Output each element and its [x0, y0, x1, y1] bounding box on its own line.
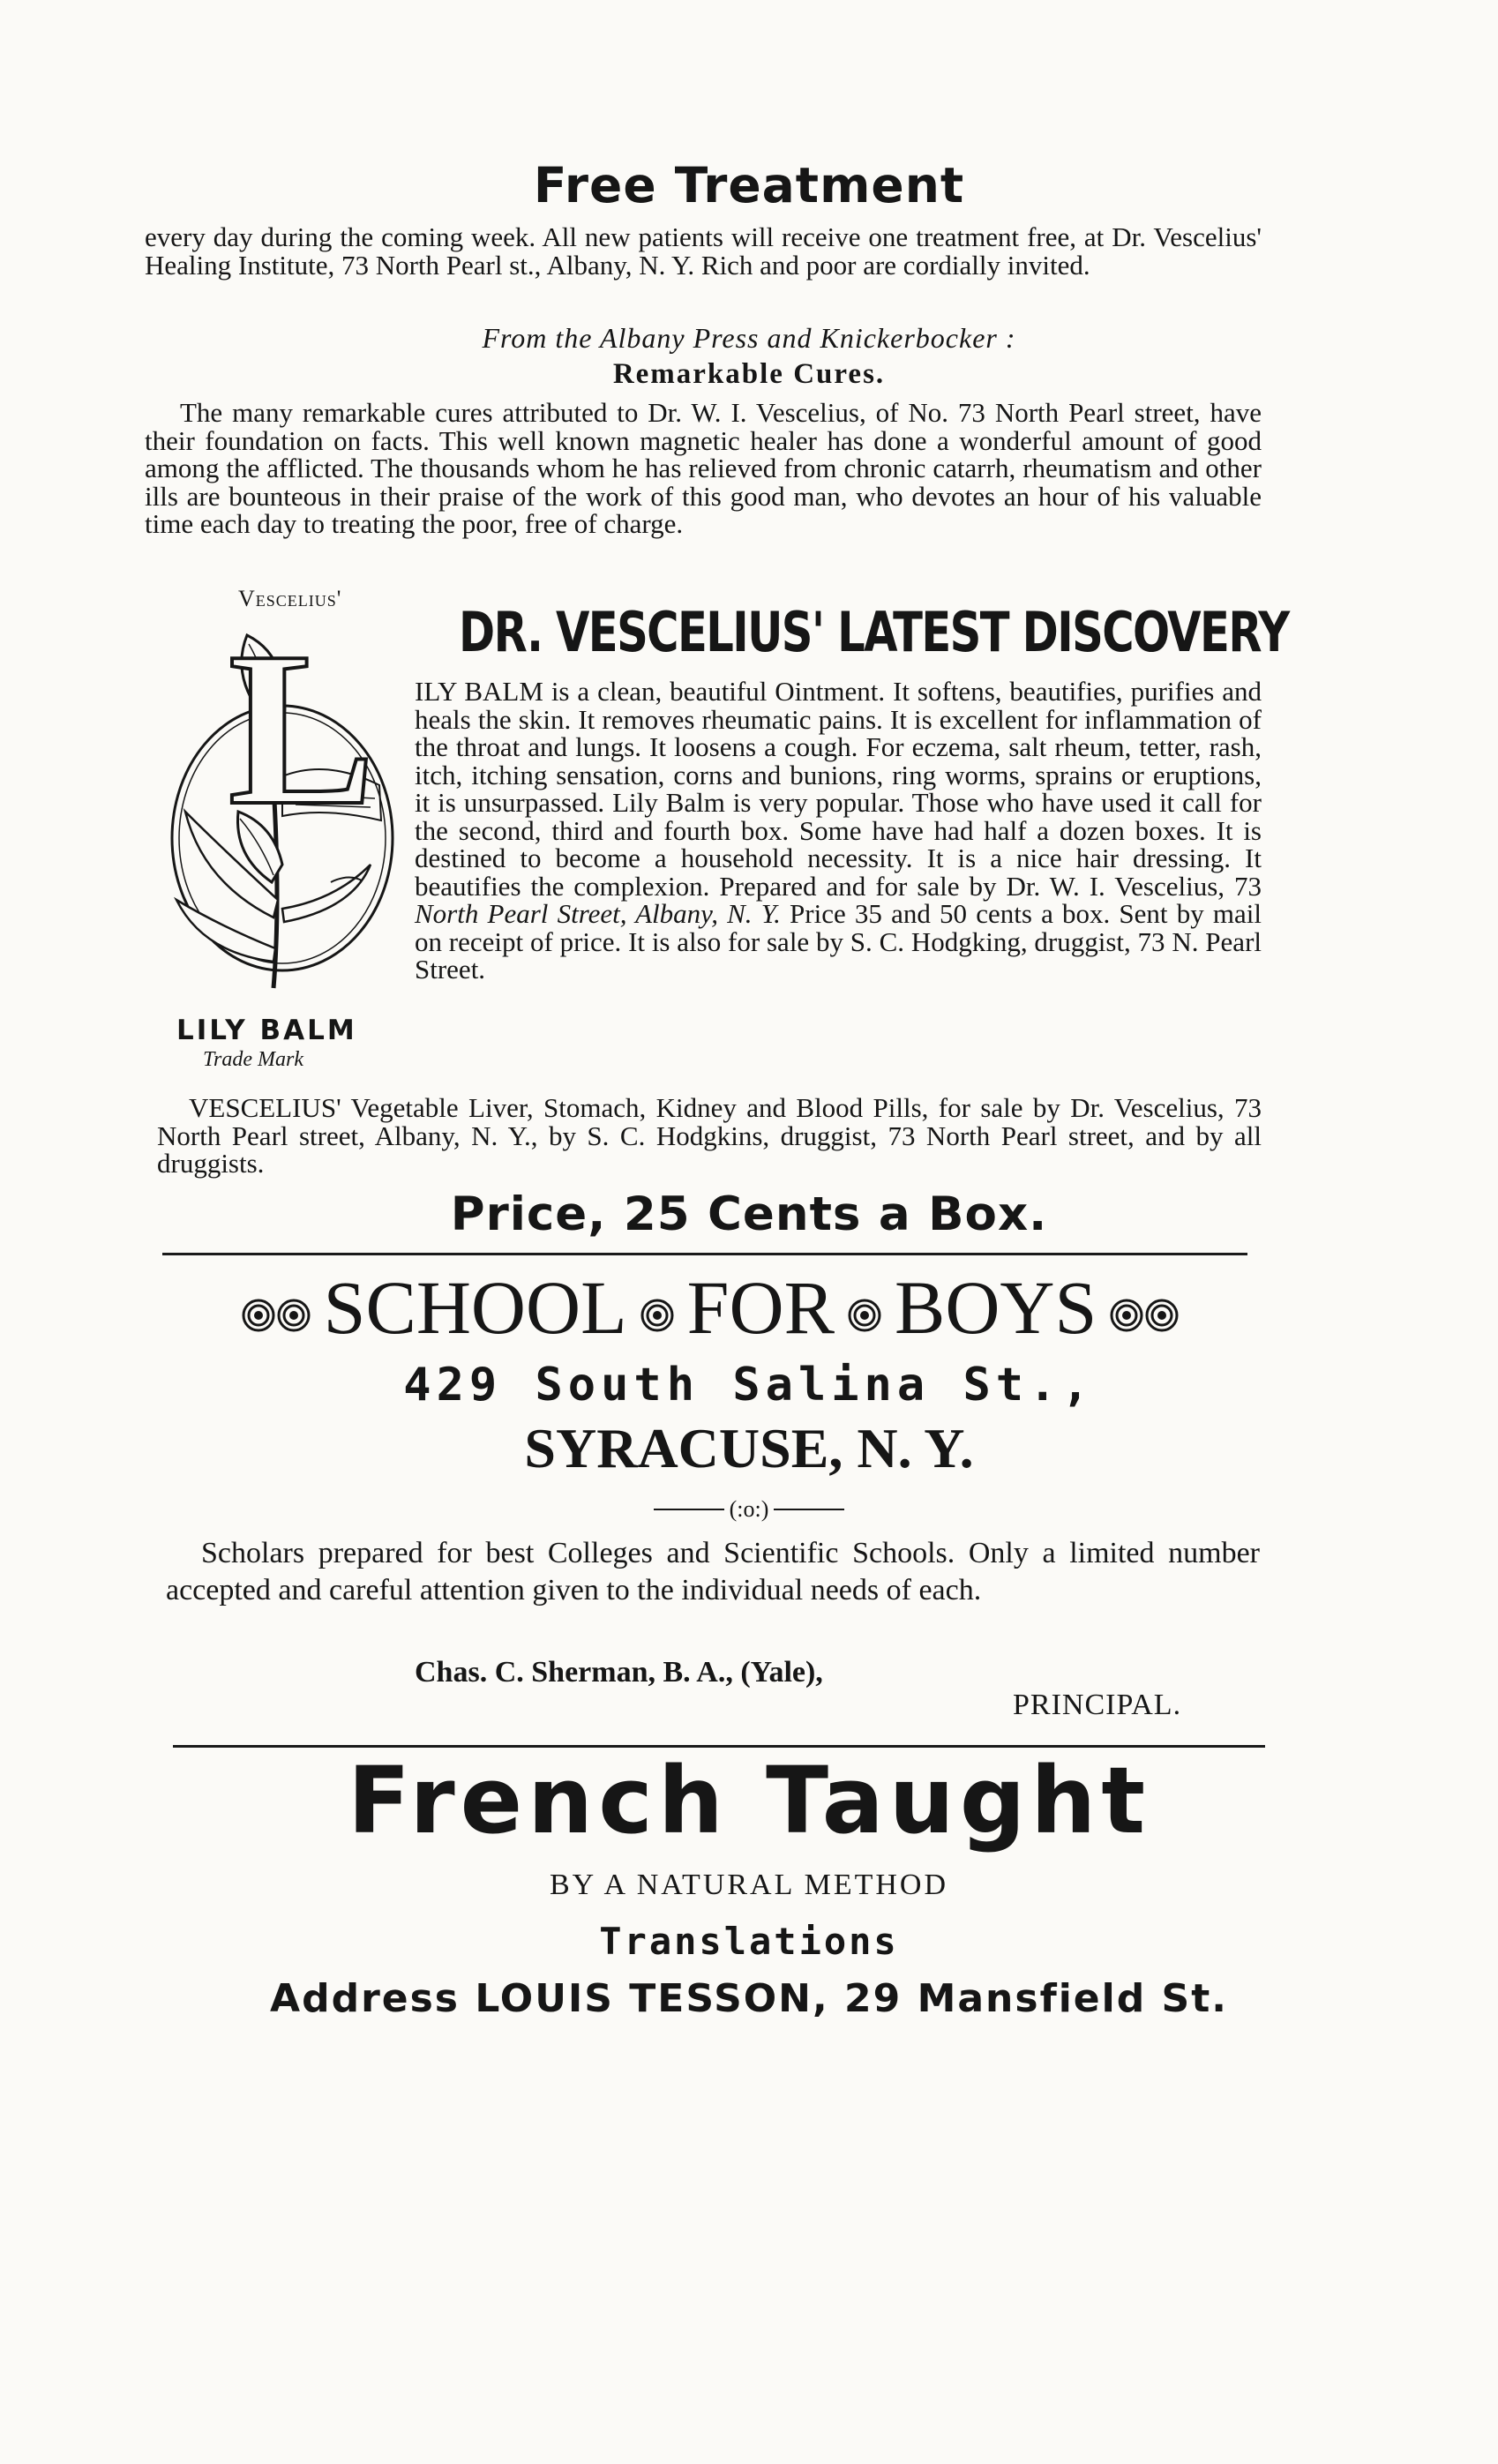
lily-balm-price-text: Price 35 and 50 cents a box. Sent by mail on receipt of price. It is also for sale by S. C. Hodgking, druggist, 73 N. Pearl Street.: [415, 898, 1262, 985]
school-city: SYRACUSE, N. Y.: [524, 1417, 974, 1479]
spiral-ornament-icon: [1109, 1263, 1180, 1352]
latest-discovery-heading: DR. VESCELIUS' LATEST DISCOVERY: [459, 600, 1289, 664]
french-taught-heading: French Taught: [347, 1747, 1151, 1854]
principal-title: PRINCIPAL.: [1013, 1689, 1182, 1721]
lily-balm-description-text: ILY BALM is a clean, beautiful Ointment. It softens, beautifies, purifies and heals the skin. It removes rheumatic pains. It is excellent for inflammation of the throat and lungs. It loosens a cough. For eczema, salt rheum, tetter, rash, itch, itching sensation, corns and bunions, ring worms, sprains or eruptions, it is unsurpassed. Lily Balm is very popular. Those who have used it call for the second, third and fourth box. Some have had half a dozen boxes. It is destined to become a household necessity. It is a nice hair dressing. It beautifies the complexion. Prepared and for sale by Dr. W. I. Vescelius, 73: [415, 676, 1262, 902]
remarkable-cures-heading: Remarkable Cures.: [612, 358, 886, 390]
trade-mark-caption: Trade Mark: [203, 1048, 303, 1071]
free-treatment-body: every day during the coming week. All new patients will receive one treatment free, at Dr. Vescelius' Healing Institute, 73 North Pearl st., Albany, N. Y. Rich and poor are cordially invited.: [145, 221, 1262, 281]
lily-flower-illustration: [150, 618, 406, 1006]
vegetable-pills-ad: VESCELIUS' Vegetable Liver, Stomach, Kidney and Blood Pills, for sale by Dr. Vescelius, 73 North Pearl street, Albany, N. Y., by S. C. Hodgkins, druggist, 73 North Pearl street, and by all druggists.: [157, 1092, 1262, 1179]
spiral-ornament-icon: [241, 1263, 311, 1352]
price-per-box: Price, 25 Cents a Box.: [450, 1187, 1048, 1241]
vescelius-logo-label: Vescelius': [238, 586, 342, 611]
lily-balm-address: North Pearl Street, Albany, N. Y.: [415, 898, 781, 929]
natural-method-line: BY A NATURAL METHOD: [549, 1869, 949, 1901]
school-address: 429 South Salina St.,: [403, 1359, 1095, 1412]
lily-balm-trademark-logo: [150, 618, 406, 1006]
translations-line: Translations: [599, 1920, 899, 1963]
lily-balm-description: [415, 678, 1262, 984]
tesson-address: Address LOUIS TESSON, 29 Mansfield St.: [270, 1976, 1228, 2021]
separator-ornament: (:o:): [729, 1496, 769, 1522]
spiral-ornament-icon: [847, 1263, 882, 1352]
school-description: Scholars prepared for best Colleges and Scientific Schools. Only a limited number accepted and careful attention given to the individual needs of each.: [166, 1537, 1260, 1606]
free-treatment-heading: Free Treatment: [533, 157, 965, 213]
lily-balm-logo-name: LILY BALM: [176, 1015, 357, 1046]
school-for-boys-title: [159, 1263, 1262, 1352]
principal-name: Chas. C. Sherman, B. A., (Yale),: [415, 1656, 823, 1689]
spiral-ornament-icon: [640, 1263, 675, 1352]
school-separator: [0, 1496, 1498, 1523]
boys-word: BOYS: [894, 1265, 1097, 1350]
logo-letter-l: L: [228, 618, 376, 851]
press-source: From the Albany Press and Knickerbocker :: [482, 322, 1016, 354]
for-word: FOR: [686, 1265, 835, 1350]
remarkable-cures-article: The many remarkable cures attributed to Dr. W. I. Vescelius, of No. 73 North Pearl street, have their foundation on facts. This well known magnetic healer has done a wonderful amount of good among the afflicted. The thousands whom he has relieved from chronic catarrh, rheumatism and other ills are bounteous in their praise of the work of this good man, who devotes an hour of his valuable time each day to treating the poor, free of charge.: [145, 397, 1262, 539]
divider-rule-1: [162, 1253, 1247, 1255]
school-word: SCHOOL: [323, 1265, 627, 1350]
